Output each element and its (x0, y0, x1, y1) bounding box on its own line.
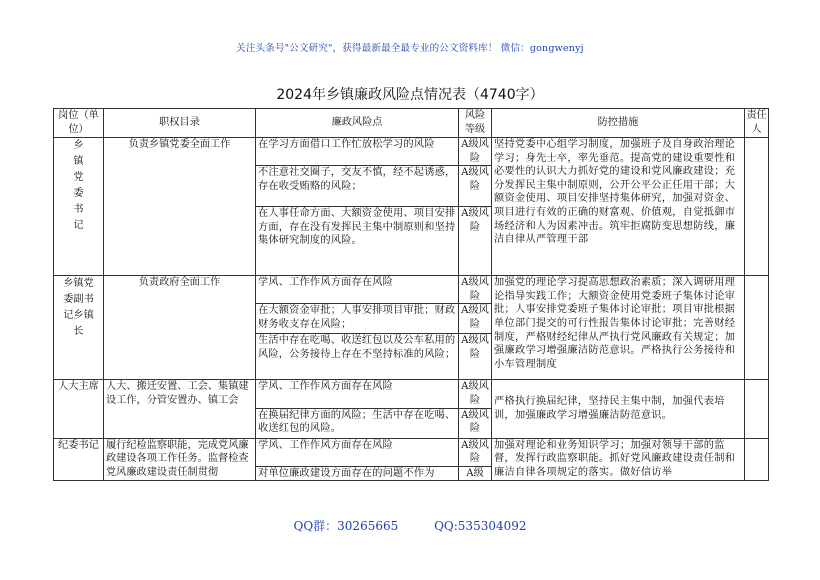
header-risk: 廉政风险点 (256, 109, 459, 138)
post-cell: 纪委书记 (54, 438, 104, 481)
header-level: 风险等级 (459, 109, 492, 138)
risk-point: 对单位廉政建设方面存在的问题不作为 (256, 466, 459, 481)
risk-level: A级 (459, 466, 492, 481)
risk-level: A级风险 (459, 207, 492, 276)
risk-level: A级风险 (459, 438, 492, 466)
responsible-cell (745, 438, 769, 481)
risk-level: A级风险 (459, 138, 492, 166)
risk-level: A级风险 (459, 334, 492, 380)
risk-point: 在学习方面借口工作忙放松学习的风险 (256, 138, 459, 166)
table-row (54, 276, 769, 304)
risk-level: A级风险 (459, 380, 492, 408)
risk-level: A级风险 (459, 276, 492, 304)
table-row (54, 380, 769, 408)
authority-cell: 履行纪检监察职能，完成党风廉政建设各项工作任务。监督检查党风廉政建设责任制贯彻 (104, 438, 256, 481)
header-measures: 防控措施 (492, 109, 745, 138)
risk-level: A级风险 (459, 408, 492, 438)
table-row (54, 438, 769, 466)
table-header-row (54, 109, 769, 138)
responsible-cell (745, 276, 769, 380)
risk-level: A级风险 (459, 304, 492, 334)
post-cell (54, 138, 104, 276)
risk-point: 在大额资金审批；人事安排项目审批；财政财务收支存在风险； (256, 304, 459, 334)
post-label: 乡镇党委副书记乡镇长 (63, 278, 94, 338)
risk-point: 在换届纪律方面的风险；生活中存在吃喝、收送红包的风险。 (256, 408, 459, 438)
post-cell: 人大主席 (54, 380, 104, 438)
table-row (54, 138, 769, 166)
risk-point: 生活中存在吃喝、收送红包以及公车私用的风险，公务接待上存在不坚持标准的风险； (256, 334, 459, 380)
authority-cell: 人大、搬迁安置、工会、集镇建设工作，分管安置办、镇工会 (104, 380, 256, 438)
authority-cell: 负责政府全面工作 (104, 276, 256, 380)
page-title: 2024年乡镇廉政风险点情况表（4740字） (276, 87, 544, 103)
risk-point: 学风、工作作风方面存在风险 (256, 276, 459, 304)
risk-level: A级风险 (459, 166, 492, 207)
risk-table (53, 108, 769, 481)
risk-point: 在人事任命方面、大额资金使用、项目安排方面，存在没有发挥民主集中制原则和坚持集体研究制度的风险。 (256, 207, 459, 276)
qq-text: QQ:535304092 (434, 519, 527, 533)
measures-cell: 加强党的理论学习提高思想政治素质；深入调研用理论指导实践工作；大额资金使用党委班子集体讨论审批；人事安排党委班子集体讨论审批；项目审批根据单位部门提交的可行性报告集体讨论审批；完善财经制度，严格财经纪律从严执行党风廉政有关规定；加强廉政学习增强廉洁防范意识。严格执行公务接待和小车管理制度 (492, 276, 745, 380)
qq-group-text: QQ群：30265665 (293, 519, 399, 533)
responsible-cell (745, 138, 769, 276)
measures-cell: 坚持党委中心组学习制度，加强班子及自身政治理论学习；身先士卒，率先垂范。提高党的建设重要性和必要性的认识大力抓好党的建设和党风廉政建设；充分发挥民主集中制原则，公开公平公正任用干部；大额资金使用、项目安排坚持集体研究，加强对资金、项目进行有效的正确的财富观、价值观，自觉抵御市场经济和人为因素冲击。筑牢拒腐防变思想防线，廉洁自律从严管理干部 (492, 138, 745, 276)
header-responsible: 责任人 (745, 109, 769, 138)
measures-cell: 严格执行换届纪律，坚持民主集中制，加强代表培训，加强廉政学习增强廉洁防范意识。 (492, 380, 745, 438)
footer-contacts (0, 517, 820, 534)
risk-point: 学风、工作作风方面存在风险 (256, 380, 459, 408)
post-cell (54, 276, 104, 380)
header-banner: 关注头条号"公文研究"，获得最新最全最专业的公文资料库！ 微信：gongwenyj (236, 43, 584, 54)
risk-point: 不注意社交圈子，交友不慎，经不起诱惑，存在收受贿赂的风险； (256, 166, 459, 207)
header-post: 岗位（单位） (54, 109, 104, 138)
post-label: 乡镇党委书记 (73, 140, 84, 231)
measures-cell: 加强对理论和业务知识学习；加强对领导干部的监督，发挥行政监察职能。抓好党风廉政建设责任制和廉洁自律各项规定的落实。做好信访举 (492, 438, 745, 481)
authority-cell: 负责乡镇党委全面工作 (104, 138, 256, 276)
responsible-cell (745, 380, 769, 438)
header-authority: 职权目录 (104, 109, 256, 138)
risk-point: 学风、工作作风方面存在风险 (256, 438, 459, 466)
